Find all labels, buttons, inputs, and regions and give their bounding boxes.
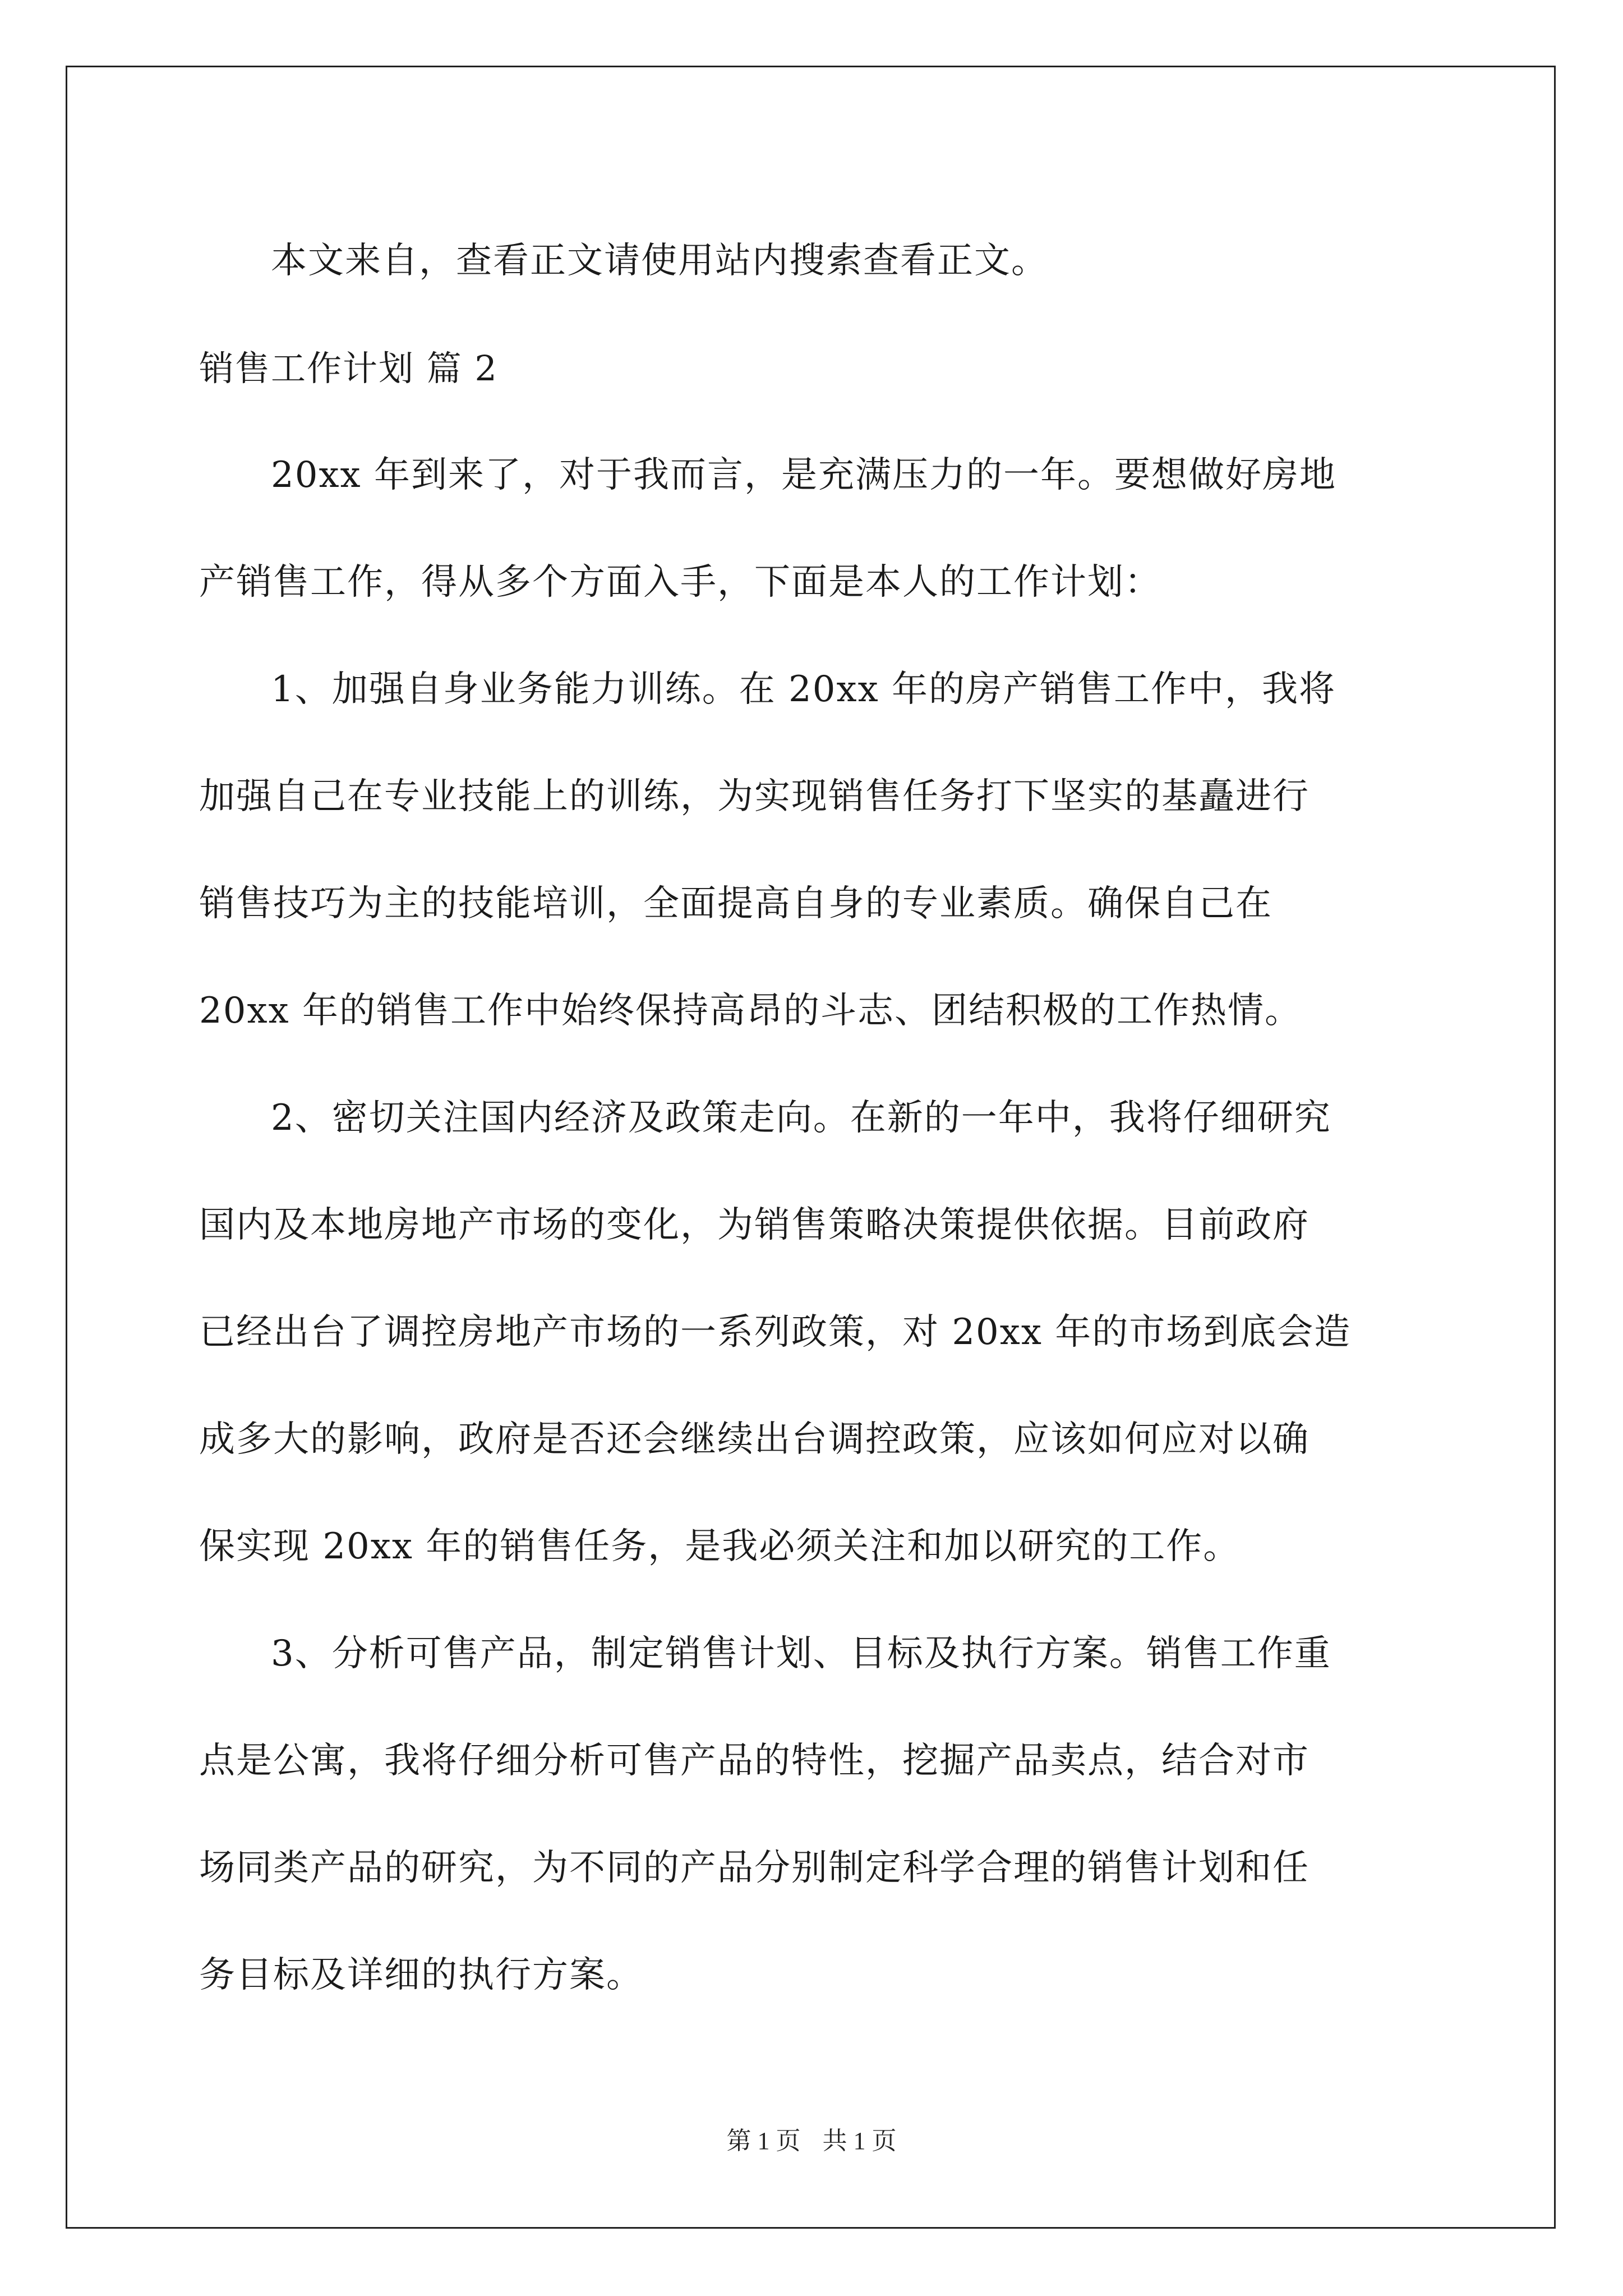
page-footer (0, 2120, 1623, 2156)
paragraph-line: 国内及本地房地产市场的变化，为销售策略决策提供依据。目前政府 (199, 1204, 1310, 1246)
paragraph-line: 2、密切关注国内经济及政策走向。在新的一年中，我将仔细研究 (271, 1097, 1331, 1139)
paragraph-line: 销售技巧为主的技能培训，全面提高自身的专业素质。确保自己在 (199, 883, 1272, 924)
paragraph-line: 已经出台了调控房地产市场的一系列政策，对 20xx 年的市场到底会造 (199, 1312, 1352, 1353)
paragraph-line: 保实现 20xx 年的销售任务，是我必须关注和加以研究的工作。 (199, 1526, 1241, 1567)
paragraph-line: 产销售工作，得从多个方面入手，下面是本人的工作计划： (199, 562, 1161, 603)
page-number: 第 1 页 (726, 2127, 801, 2155)
paragraph-line: 点是公寓，我将仔细分析可售产品的特性，挖掘产品卖点，结合对市 (199, 1740, 1310, 1782)
paragraph-line: 本文来自，查看正文请使用站内搜索查看正文。 (271, 240, 1048, 282)
section-heading: 销售工作计划 篇 2 (199, 348, 498, 389)
paragraph-line: 务目标及详细的执行方案。 (199, 1954, 643, 1996)
paragraph-line: 20xx 年到来了，对于我而言，是充满压力的一年。要想做好房地 (271, 454, 1336, 496)
document-body (199, 208, 1422, 2029)
paragraph-line: 加强自己在专业技能上的训练，为实现销售任务打下坚实的基矗进行 (199, 776, 1310, 817)
page-total: 共 1 页 (822, 2127, 897, 2155)
paragraph-line: 20xx 年的销售工作中始终保持高昂的斗志、团结积极的工作热情。 (199, 990, 1302, 1032)
paragraph-line: 1、加强自身业务能力训练。在 20xx 年的房产销售工作中，我将 (271, 669, 1336, 710)
paragraph-line: 成多大的影响，政府是否还会继续出台调控政策，应该如何应对以确 (199, 1419, 1310, 1460)
paragraph-line: 3、分析可售产品，制定销售计划、目标及执行方案。销售工作重 (271, 1633, 1331, 1674)
paragraph-line: 场同类产品的研究，为不同的产品分别制定科学合理的销售计划和任 (199, 1847, 1310, 1889)
